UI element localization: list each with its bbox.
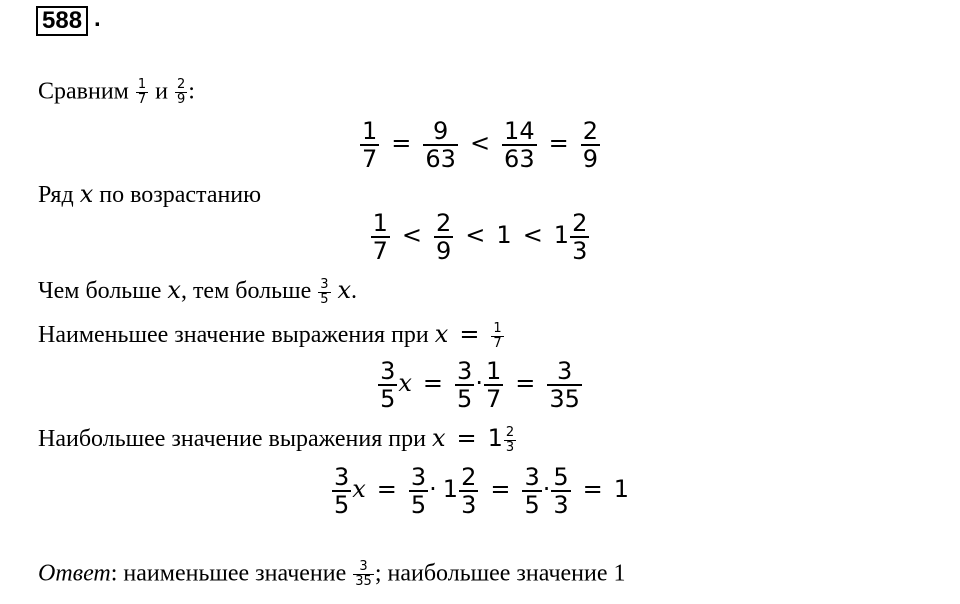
fraction: $\frac{2}{3}$ <box>461 463 477 520</box>
max-line: Наибольшее значение выражения при x = 1 $\frac{2}{3}$ <box>38 424 515 455</box>
answer-label: Ответ <box>38 560 111 587</box>
equation-compare: $\frac{1}{7}$ = $\frac{9}{63}$ < $\frac{14}{63}$ = $\frac{2}{9}$ <box>362 117 598 174</box>
fraction: $\frac{3}{5}$ <box>380 357 396 414</box>
problem-number-dot: . <box>94 5 101 32</box>
fraction: $\frac{1}{7}$ <box>372 209 388 266</box>
fraction: $\frac{2}{9}$ <box>177 77 186 108</box>
and-word: и <box>155 78 168 105</box>
fraction: $\frac{3}{5}$ <box>457 357 473 414</box>
fraction: $\frac{1}{7}$ <box>362 117 378 174</box>
fraction: $\frac{2}{3}$ <box>572 209 588 266</box>
fraction: $\frac{3}{5}$ <box>524 463 540 520</box>
fraction: $\frac{9}{63}$ <box>425 117 456 174</box>
problem-number: 588 <box>36 6 88 36</box>
fraction: $\frac{3}{35}$ <box>355 559 372 590</box>
fraction: $\frac{1}{7}$ <box>493 320 502 351</box>
min-line: Наименьшее значение выражения при x = $\frac{1}{7}$ <box>38 320 502 351</box>
compare-line: Сравним $\frac{1}{7}$ и $\frac{2}{9}$ : <box>38 77 195 108</box>
fraction: $\frac{2}{9}$ <box>436 209 452 266</box>
equation-order: $\frac{1}{7}$ < $\frac{2}{9}$ < 1 < 1 $\frac{2}{3}$ <box>372 209 588 266</box>
fraction: $\frac{3}{5}$ <box>333 463 350 520</box>
fraction: $\frac{3}{35}$ <box>549 357 580 414</box>
fraction: $\frac{1}{7}$ <box>137 77 147 108</box>
fraction: $\frac{14}{63}$ <box>504 117 535 174</box>
monotonic-line: Чем больше x, тем больше $\frac{3}{5}$ x. <box>38 276 358 307</box>
equation-min: $\frac{3}{5}$ x = $\frac{3}{5}$ · $\frac{1}{7}$ = $\frac{3}{35}$ <box>380 357 580 414</box>
fraction: $\frac{5}{3}$ <box>553 463 569 520</box>
compare-text: Сравним <box>38 78 129 105</box>
fraction: $\frac{3}{5}$ <box>320 276 329 307</box>
order-line: Ряд x по возрастанию <box>38 180 262 208</box>
fraction: $\frac{3}{5}$ <box>410 463 427 520</box>
equation-max: $\frac{3}{5}$ x = $\frac{3}{5}$ · 1 $\frac{2}{3}$ = $\frac{3}{5}$ · $\frac{5}{3}$ = 1 <box>333 463 630 520</box>
fraction: $\frac{2}{9}$ <box>582 117 598 174</box>
fraction: $\frac{2}{3}$ <box>505 424 515 455</box>
fraction: $\frac{1}{7}$ <box>485 357 502 414</box>
answer-line: Ответ: наименьшее значение $\frac{3}{35}$ ; наибольшее значение 1 <box>38 559 626 590</box>
